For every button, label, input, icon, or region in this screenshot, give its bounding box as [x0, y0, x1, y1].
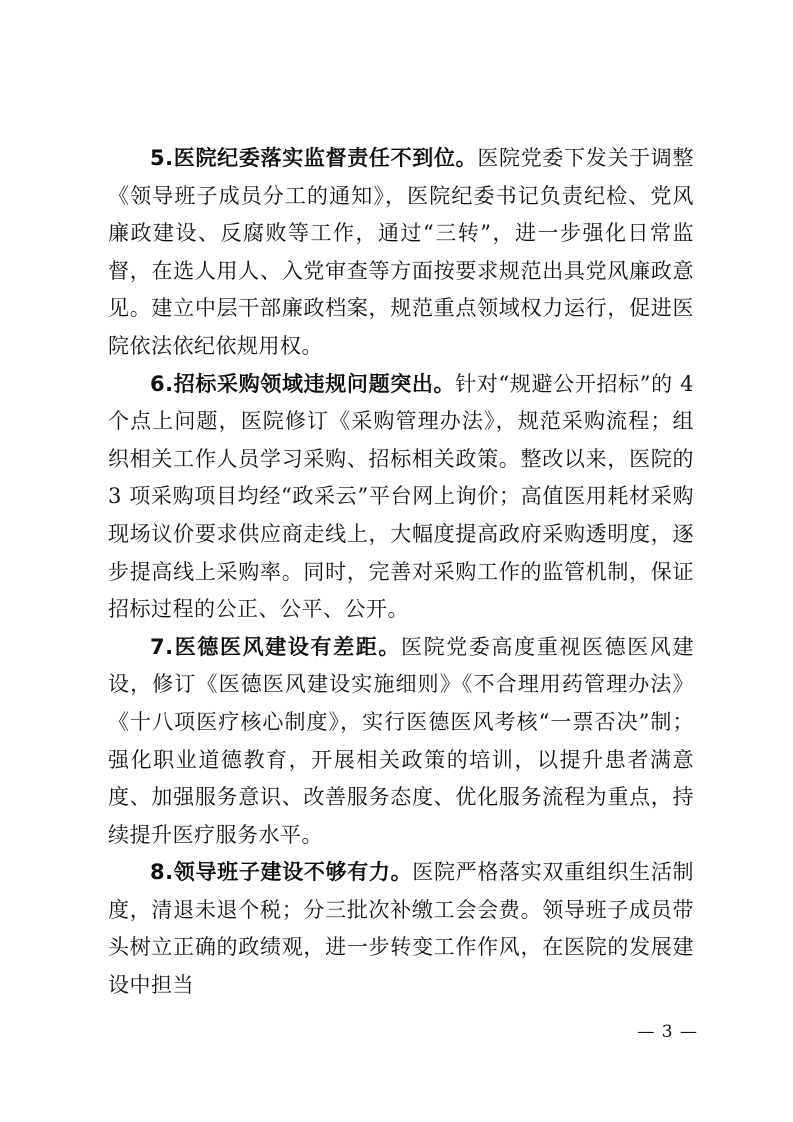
- page-number: — 3 —: [637, 1022, 698, 1042]
- paragraph-heading: 7.医德医风建设有差距。: [150, 634, 401, 659]
- paragraph-heading: 8.领导班子建设不够有力。: [150, 860, 413, 885]
- paragraph-5: [108, 140, 694, 366]
- paragraph-6: [108, 366, 694, 629]
- paragraph-text: 医院严格落实双重组织生活制度，清退未退个税；分三批次补缴工会会费。领导班子成员带头树立正确的政绩观，进一步转变工作作风，在医院的发展建设中担当: [108, 860, 694, 998]
- paragraph-heading: 5.医院纪委落实监督责任不到位。: [150, 146, 478, 170]
- paragraph-8: [108, 854, 694, 1004]
- paragraph-7: [108, 629, 694, 855]
- paragraph-text: 针对“规避公开招标”的 4 个点上问题，医院修订《采购管理办法》，规范采购流程；组织相关工作人员学习采购、招标相关政策。整改以来，医院的 3 项采购项目均经“政采云”平台网上询价；高值医用耗材采购现场议价要求供应商走线上，大幅度提高政府采购透明度，逐步提高线上采购率。同时，完善对采购工作的监管机制，保证招标过程的公正、公平、公开。: [108, 371, 694, 622]
- paragraph-heading: 6.招标采购领域违规问题突出。: [150, 371, 456, 396]
- document-body: [108, 140, 694, 1005]
- paragraph-text: 医院党委高度重视医德医风建设，修订《医德医风建设实施细则》《不合理用药管理办法》《十八项医疗核心制度》，实行医德医风考核“一票否决”制；强化职业道德教育，开展相关政策的培训，以提升患者满意度、加强服务意识、改善服务态度、优化服务流程为重点，持续提升医疗服务水平。: [108, 634, 694, 847]
- paragraph-text: 医院党委下发关于调整《领导班子成员分工的通知》，医院纪委书记负责纪检、党风廉政建设、反腐败等工作，通过“三转”，进一步强化日常监督，在选人用人、入党审查等方面按要求规范出具党风廉政意见。建立中层干部廉政档案，规范重点领域权力运行，促进医院依法依纪依规用权。: [108, 146, 694, 358]
